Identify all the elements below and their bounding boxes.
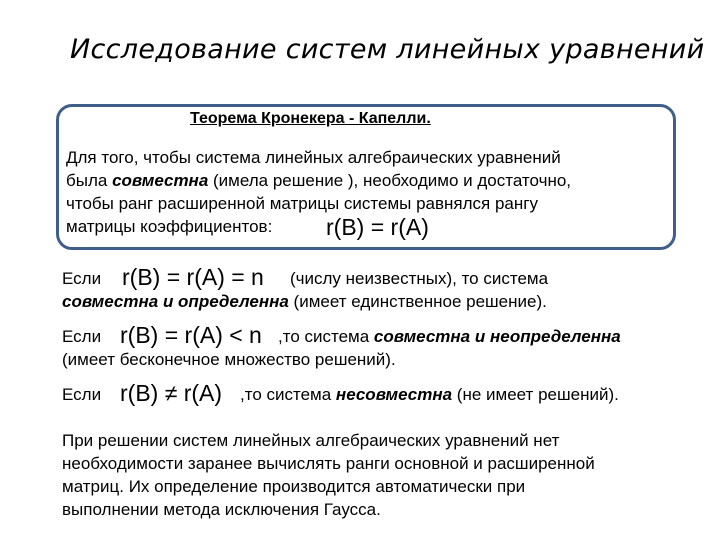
case3-text-a: ,то система xyxy=(240,385,336,404)
case2-term: совместна и неопределенна xyxy=(373,327,621,346)
case2-label: Если xyxy=(62,327,102,346)
theorem-formula: r(B) = r(A) xyxy=(326,214,429,240)
theorem-line-3: чтобы ранг расширенной матрицы системы равнялся рангу xyxy=(66,194,538,213)
theorem-line-2 xyxy=(66,170,571,192)
case1-formula: r(B) = r(A) = n xyxy=(122,264,264,290)
case2-text-c: (имеет бесконечное множество решений). xyxy=(62,350,396,369)
case2-line-1 xyxy=(278,326,621,348)
case1-text-a: (числу неизвестных), то система xyxy=(290,269,549,288)
case1-term: совместна и определенна xyxy=(62,292,289,311)
page-title: Исследование систем линейных уравнений xyxy=(70,34,705,65)
theorem-heading: Теорема Кронекера - Капелли. xyxy=(190,110,431,127)
theorem-line-2-a: была xyxy=(66,171,113,190)
case2-text-a: ,то система xyxy=(278,327,374,346)
theorem-line-2-c: (имела решение ), необходимо и достаточно, xyxy=(208,171,572,190)
case3-line xyxy=(240,384,619,406)
case1-line-2 xyxy=(62,291,547,313)
case1-label: Если xyxy=(62,269,102,288)
case3-formula: r(B) ≠ r(A) xyxy=(120,380,223,406)
theorem-line-1: Для того, чтобы система линейных алгебраических уравнений xyxy=(66,148,561,167)
case1-text-c: (имеет единственное решение). xyxy=(288,292,547,311)
case3-term: несовместна xyxy=(335,385,453,404)
theorem-consistent-term: совместна xyxy=(112,171,209,190)
note-line-1: При решении систем линейных алгебраических уравнений нет xyxy=(62,431,560,450)
note-line-3: матриц. Их определение производится автоматически при xyxy=(62,477,526,496)
case3-label: Если xyxy=(62,385,102,404)
theorem-line-4: матрицы коэффициентов: xyxy=(66,217,273,236)
note-line-2: необходимости заранее вычислять ранги основной и расширенной xyxy=(62,454,595,473)
case3-text-c: (не имеет решений). xyxy=(452,385,619,404)
case2-formula: r(B) = r(A) < n xyxy=(120,322,262,348)
note-line-4: выполнении метода исключения Гаусса. xyxy=(62,500,381,519)
